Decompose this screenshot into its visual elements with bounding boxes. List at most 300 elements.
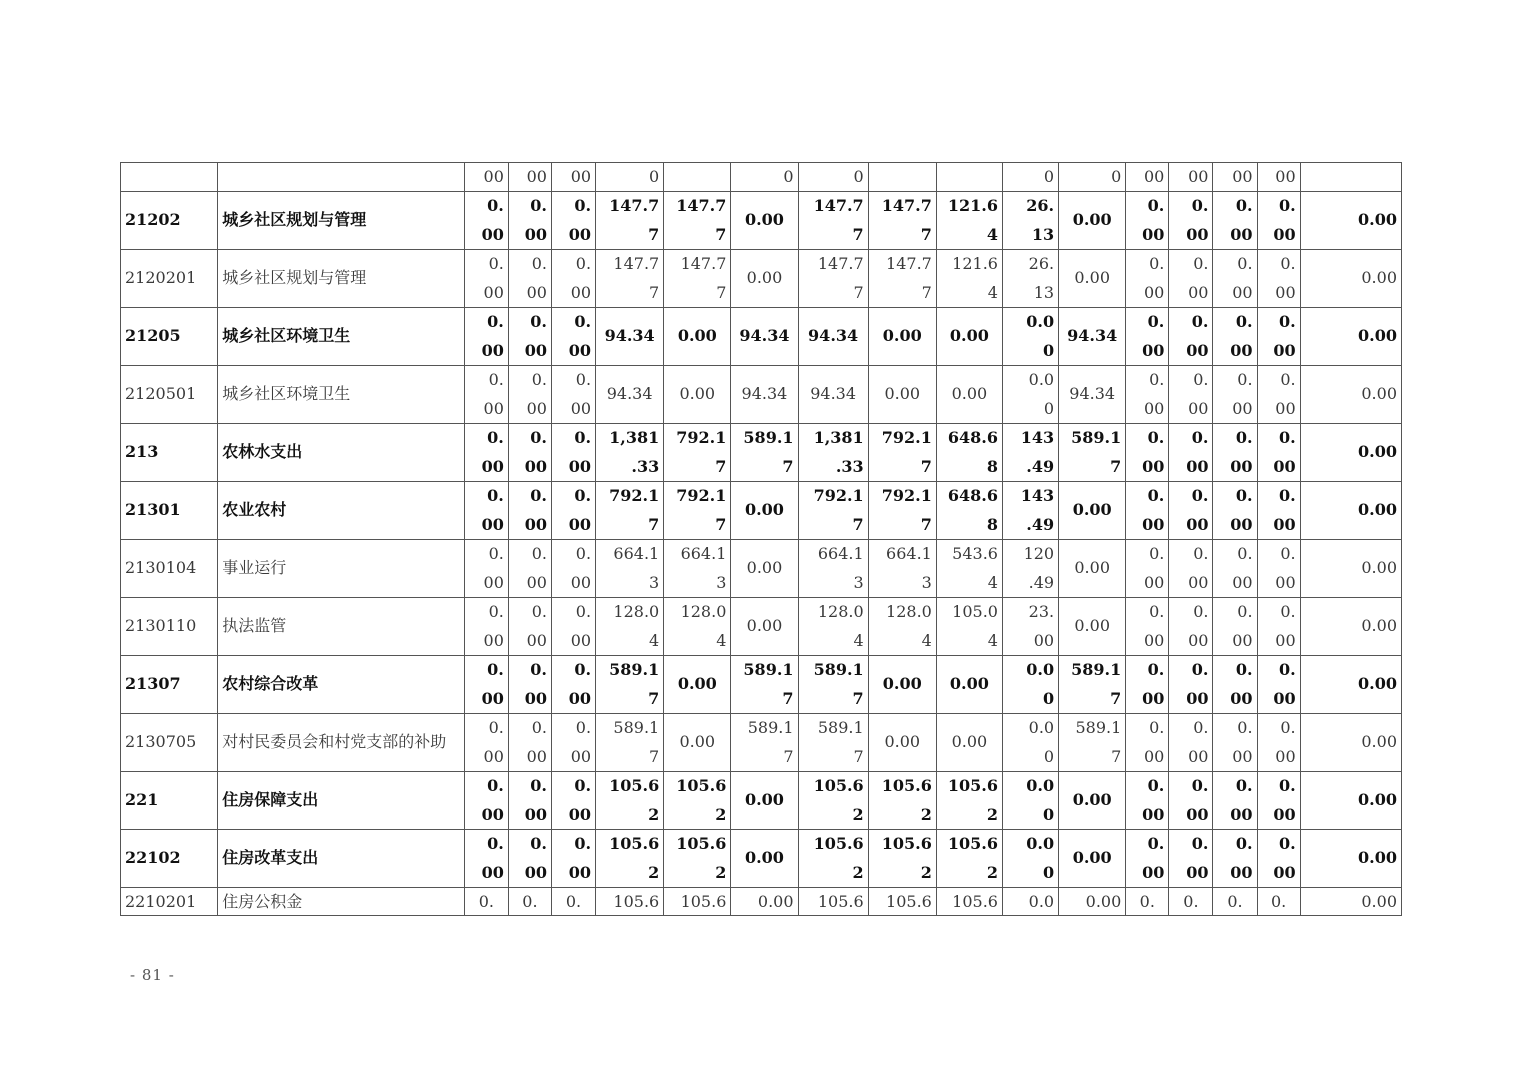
- cell-line: 00: [1186, 862, 1209, 882]
- table-cell: [664, 714, 731, 772]
- table-cell: [1169, 830, 1213, 888]
- table-cell: [1059, 714, 1126, 772]
- cell-line: 00: [481, 340, 504, 360]
- cell-line: 00: [481, 804, 504, 824]
- cell-line: 0.: [1237, 544, 1253, 563]
- cell-line: 0.: [574, 312, 592, 331]
- cell-line: 7: [648, 688, 660, 708]
- cell-line: 00: [568, 456, 592, 476]
- cell-line: 00: [526, 630, 547, 650]
- cell-line: 664.1: [817, 544, 864, 563]
- row-code: 2130110: [121, 598, 218, 656]
- cell-line: .49: [1028, 572, 1055, 592]
- table-cell: [1213, 540, 1257, 598]
- table-cell: [798, 308, 868, 366]
- cell-line: 143: [1020, 486, 1055, 505]
- table-cell: [508, 424, 551, 482]
- cell-line: 7: [648, 514, 660, 534]
- table-cell: [1002, 656, 1058, 714]
- cell-line: 00: [481, 862, 504, 882]
- table-cell: 2210201: [121, 888, 218, 916]
- table-cell: 0: [1002, 163, 1058, 192]
- cell-line: 0.: [575, 370, 592, 389]
- cell-line: 0.: [574, 486, 592, 505]
- table-cell: [464, 598, 508, 656]
- row-code: 2130104: [121, 540, 218, 598]
- table-cell: [798, 424, 868, 482]
- cell-line: 7: [852, 688, 864, 708]
- table-cell: [1169, 482, 1213, 540]
- cell-line: 00: [481, 514, 504, 534]
- cell-line: 0.00: [677, 326, 717, 346]
- table-cell: 0.: [1213, 888, 1257, 916]
- cell-line: 00: [1186, 804, 1209, 824]
- cell-line: 589.1: [609, 660, 660, 679]
- table-cell: [936, 250, 1002, 308]
- row-name: 住房保障支出: [218, 772, 465, 830]
- cell-line: 00: [483, 398, 504, 418]
- table-cell: [551, 308, 595, 366]
- table-cell: [1002, 598, 1058, 656]
- table-cell: [1257, 366, 1300, 424]
- cell-line: 00: [1273, 862, 1296, 882]
- cell-line: 0.0: [1028, 370, 1055, 389]
- cell-line: 0.: [1235, 312, 1253, 331]
- cell-line: 105.6: [813, 776, 864, 795]
- cell-line: 1,381: [609, 428, 660, 447]
- cell-line: 2: [852, 862, 864, 882]
- table-cell: [1126, 540, 1169, 598]
- cell-line: 0.00: [1072, 790, 1112, 810]
- cell-line: 0.00: [949, 326, 989, 346]
- cell-line: 0.: [1147, 660, 1165, 679]
- cell-line: 0.00: [1072, 848, 1112, 868]
- cell-line: 2: [986, 804, 998, 824]
- table-cell: 00: [464, 163, 508, 192]
- table-cell: 0: [731, 163, 798, 192]
- cell-line: 94.34: [1069, 384, 1116, 404]
- row-name: 对村民委员会和村党支部的补助: [218, 714, 465, 772]
- cell-line: 2: [715, 862, 727, 882]
- table-cell: [1059, 540, 1126, 598]
- cell-line: 105.6: [676, 776, 727, 795]
- table-cell: [1257, 482, 1300, 540]
- table-cell: [664, 656, 731, 714]
- cell-line: 00: [483, 746, 504, 766]
- row-total: 0.00: [1300, 424, 1401, 482]
- cell-line: 00: [481, 456, 504, 476]
- cell-line: 105.6: [813, 834, 864, 853]
- row-name: 城乡社区规划与管理: [218, 192, 465, 250]
- row-name: 住房改革支出: [218, 830, 465, 888]
- table-cell: [798, 830, 868, 888]
- cell-line: 0.0: [1026, 776, 1055, 795]
- cell-line: 4: [987, 282, 998, 302]
- table-cell: [664, 308, 731, 366]
- table-cell: [1257, 598, 1300, 656]
- table-cell: [1126, 830, 1169, 888]
- table-cell: [1059, 830, 1126, 888]
- cell-line: 3: [649, 572, 660, 592]
- table-cell: [121, 163, 218, 192]
- cell-line: 0.: [1191, 196, 1209, 215]
- cell-line: 0.: [1149, 718, 1165, 737]
- table-cell: [218, 163, 465, 192]
- cell-line: 2: [648, 862, 660, 882]
- cell-line: 7: [782, 688, 794, 708]
- cell-line: 0.: [1278, 660, 1296, 679]
- row-code: 213: [121, 424, 218, 482]
- cell-line: 00: [1144, 630, 1165, 650]
- cell-line: 00: [1273, 514, 1296, 534]
- cell-line: 105.6: [676, 834, 727, 853]
- cell-line: 128.0: [613, 602, 660, 621]
- cell-line: 94.34: [604, 326, 655, 346]
- cell-line: 00: [1188, 282, 1209, 302]
- cell-line: 0.00: [744, 848, 784, 868]
- table-cell: [1002, 308, 1058, 366]
- table-cell: 0.0: [1002, 888, 1058, 916]
- table-cell: [936, 598, 1002, 656]
- cell-line: 0.00: [746, 558, 783, 578]
- table-cell: [508, 482, 551, 540]
- table-cell: [1213, 366, 1257, 424]
- cell-line: .49: [1026, 456, 1055, 476]
- table-cell: [1126, 656, 1169, 714]
- table-cell: [1169, 598, 1213, 656]
- table-cell: [508, 714, 551, 772]
- cell-line: 00: [524, 514, 547, 534]
- cell-line: 00: [524, 456, 547, 476]
- table-cell: [868, 656, 936, 714]
- cell-line: 00: [526, 572, 547, 592]
- row-name: 农村综合改革: [218, 656, 465, 714]
- cell-line: 0.: [574, 428, 592, 447]
- row-code: 221: [121, 772, 218, 830]
- cell-line: 120: [1023, 544, 1055, 563]
- table-cell: [1059, 308, 1126, 366]
- cell-line: 2: [920, 862, 932, 882]
- cell-line: 00: [1232, 398, 1253, 418]
- cell-line: 0.: [488, 254, 504, 273]
- table-cell: [1213, 714, 1257, 772]
- table-cell: [464, 424, 508, 482]
- cell-line: 4: [987, 572, 998, 592]
- cell-line: 1,381: [813, 428, 864, 447]
- cell-line: 8: [986, 514, 998, 534]
- table-cell: [731, 598, 798, 656]
- table-cell: [1002, 192, 1058, 250]
- cell-line: 0.00: [679, 732, 716, 752]
- budget-table: [120, 162, 1402, 916]
- cell-line: 00: [1142, 804, 1165, 824]
- cell-line: 00: [1230, 862, 1253, 882]
- table-cell: [1059, 656, 1126, 714]
- cell-line: 00: [1232, 282, 1253, 302]
- table-cell: [1213, 424, 1257, 482]
- cell-line: 7: [920, 514, 932, 534]
- cell-line: 0.00: [1072, 210, 1112, 230]
- cell-line: 2: [715, 804, 727, 824]
- table-cell: [1126, 366, 1169, 424]
- cell-line: 0.: [1278, 834, 1296, 853]
- cell-line: 0.: [488, 718, 504, 737]
- table-cell: [731, 656, 798, 714]
- table-cell: [551, 598, 595, 656]
- cell-line: 00: [1144, 572, 1165, 592]
- cell-line: 00: [568, 514, 592, 534]
- table-cell: [798, 482, 868, 540]
- cell-line: 0.00: [1074, 616, 1110, 636]
- table-cell: [1059, 772, 1126, 830]
- cell-line: .49: [1026, 514, 1055, 534]
- cell-line: 0.0: [1026, 312, 1055, 331]
- cell-line: 121.6: [947, 196, 998, 215]
- cell-line: 0.: [530, 196, 547, 215]
- cell-line: 0.00: [951, 384, 988, 404]
- table-cell: [596, 656, 664, 714]
- table-cell: [1169, 424, 1213, 482]
- cell-line: 7: [715, 514, 727, 534]
- table-cell: [664, 192, 731, 250]
- cell-line: 00: [483, 630, 504, 650]
- cell-line: 0.: [1191, 312, 1209, 331]
- table-cell: [1213, 482, 1257, 540]
- cell-line: 2: [920, 804, 932, 824]
- cell-line: 00: [1142, 456, 1165, 476]
- cell-line: 0.: [575, 718, 592, 737]
- table-cell: 00: [1257, 163, 1300, 192]
- cell-line: 0.: [487, 428, 504, 447]
- table-row: [121, 482, 1402, 540]
- table-cell: [596, 482, 664, 540]
- cell-line: 0.: [1278, 312, 1296, 331]
- table-cell: 00: [1126, 163, 1169, 192]
- cell-line: 0.: [1280, 544, 1296, 563]
- cell-line: 2: [852, 804, 864, 824]
- table-cell: [1257, 540, 1300, 598]
- cell-line: 00: [1273, 340, 1296, 360]
- cell-line: 3: [853, 572, 864, 592]
- cell-line: 7: [649, 282, 660, 302]
- cell-line: 00: [1232, 630, 1253, 650]
- cell-line: 00: [1230, 340, 1253, 360]
- cell-line: 147.7: [813, 196, 864, 215]
- table-cell: [1257, 772, 1300, 830]
- table-cell: [1169, 772, 1213, 830]
- cell-line: 0.: [487, 660, 504, 679]
- table-row: [121, 656, 1402, 714]
- table-cell: [1126, 482, 1169, 540]
- table-cell: [1002, 366, 1058, 424]
- table-cell: 0.: [464, 888, 508, 916]
- cell-line: 00: [524, 224, 547, 244]
- table-cell: [664, 163, 731, 192]
- table-cell: [596, 540, 664, 598]
- cell-line: 543.6: [952, 544, 998, 563]
- cell-line: 94.34: [741, 384, 788, 404]
- cell-line: 8: [986, 456, 998, 476]
- cell-line: 00: [1144, 282, 1165, 302]
- table-cell: [1213, 250, 1257, 308]
- cell-line: 0: [1042, 804, 1055, 824]
- row-name: 农林水支出: [218, 424, 465, 482]
- cell-line: 00: [481, 224, 504, 244]
- cell-line: 0.: [1235, 660, 1253, 679]
- table-cell: [551, 482, 595, 540]
- table-cell: [1002, 540, 1058, 598]
- table-cell: [551, 250, 595, 308]
- cell-line: 143: [1020, 428, 1055, 447]
- table-cell: 0: [1059, 163, 1126, 192]
- table-cell: [1213, 656, 1257, 714]
- cell-line: 0.: [1235, 834, 1253, 853]
- cell-line: 00: [483, 282, 504, 302]
- table-cell: [868, 250, 936, 308]
- table-cell: [464, 540, 508, 598]
- cell-line: 00: [1230, 688, 1253, 708]
- row-total: 0.00: [1300, 598, 1401, 656]
- table-cell: 0.: [1126, 888, 1169, 916]
- cell-line: 7: [853, 746, 864, 766]
- table-cell: [664, 482, 731, 540]
- cell-line: 0.: [1193, 370, 1209, 389]
- table-cell: [731, 482, 798, 540]
- cell-line: .33: [835, 456, 864, 476]
- table-cell: 0.00: [731, 888, 798, 916]
- table-cell: 住房公积金: [218, 888, 465, 916]
- cell-line: 0.00: [677, 674, 717, 694]
- table-cell: [798, 772, 868, 830]
- cell-line: 0.: [574, 834, 592, 853]
- table-cell: [551, 540, 595, 598]
- table-cell: [936, 192, 1002, 250]
- cell-line: 00: [526, 746, 547, 766]
- table-cell: [664, 540, 731, 598]
- table-cell: [1257, 714, 1300, 772]
- cell-line: 0.00: [882, 326, 922, 346]
- table-cell: 0.: [1169, 888, 1213, 916]
- cell-line: 648.6: [947, 486, 998, 505]
- cell-line: 0.: [1191, 428, 1209, 447]
- cell-line: 664.1: [680, 544, 727, 563]
- table-body: [121, 163, 1402, 916]
- table-cell: [464, 250, 508, 308]
- table-cell: [731, 830, 798, 888]
- cell-line: 664.1: [613, 544, 660, 563]
- table-cell: [596, 366, 664, 424]
- cell-line: 2: [648, 804, 660, 824]
- table-cell: [464, 366, 508, 424]
- row-code: 21205: [121, 308, 218, 366]
- cell-line: 94.34: [1067, 326, 1118, 346]
- cell-line: 00: [1144, 398, 1165, 418]
- cell-line: 589.1: [743, 428, 794, 447]
- row-total: 0.00: [1300, 192, 1401, 250]
- row-name: 城乡社区环境卫生: [218, 308, 465, 366]
- cell-line: 94.34: [810, 384, 857, 404]
- row-code: 2130705: [121, 714, 218, 772]
- table-cell: [936, 366, 1002, 424]
- table-row: [121, 830, 1402, 888]
- table-cell: [1002, 482, 1058, 540]
- cell-line: 147.7: [817, 254, 864, 273]
- cell-line: 0.00: [746, 268, 783, 288]
- cell-line: 7: [716, 282, 727, 302]
- table-cell: [1126, 424, 1169, 482]
- cell-line: 0.: [531, 254, 547, 273]
- cell-line: 128.0: [817, 602, 864, 621]
- table-cell: [868, 772, 936, 830]
- cell-line: 0.: [1191, 486, 1209, 505]
- row-total: 0.00: [1300, 714, 1401, 772]
- table-row: [121, 714, 1402, 772]
- cell-line: 792.1: [813, 486, 864, 505]
- table-cell: [596, 424, 664, 482]
- row-total: 0.00: [1300, 656, 1401, 714]
- cell-line: 0.: [1280, 602, 1296, 621]
- cell-line: 0.: [1237, 718, 1253, 737]
- cell-line: 3: [921, 572, 932, 592]
- table-row: [121, 308, 1402, 366]
- table-cell: [868, 424, 936, 482]
- cell-line: 13: [1031, 224, 1055, 244]
- cell-line: 0.: [530, 660, 547, 679]
- cell-line: 147.7: [886, 254, 932, 273]
- table-cell: [664, 598, 731, 656]
- cell-line: 0.: [530, 428, 547, 447]
- cell-line: 94.34: [739, 326, 790, 346]
- cell-line: 0.: [1149, 544, 1165, 563]
- cell-line: 00: [1142, 862, 1165, 882]
- cell-line: 0.: [1147, 312, 1165, 331]
- table-cell: [551, 192, 595, 250]
- cell-line: 0.00: [1074, 558, 1110, 578]
- cell-line: 00: [1230, 456, 1253, 476]
- cell-line: 0.00: [1072, 500, 1112, 520]
- table-cell: [731, 192, 798, 250]
- cell-line: 0.: [1235, 428, 1253, 447]
- cell-line: 0.00: [744, 500, 784, 520]
- table-cell: [1059, 366, 1126, 424]
- row-name: 事业运行: [218, 540, 465, 598]
- table-cell: [1126, 192, 1169, 250]
- table-cell: [508, 540, 551, 598]
- table-row-partial-bottom: [121, 888, 1402, 916]
- table-cell: [551, 656, 595, 714]
- table-cell: [731, 714, 798, 772]
- cell-line: 589.1: [613, 718, 660, 737]
- table-cell: [596, 192, 664, 250]
- cell-line: 00: [1273, 456, 1296, 476]
- cell-line: 0.: [530, 776, 547, 795]
- table-cell: [1059, 482, 1126, 540]
- table-cell: [868, 830, 936, 888]
- cell-line: 0.: [531, 718, 547, 737]
- table-cell: [464, 308, 508, 366]
- table-cell: [508, 598, 551, 656]
- cell-line: 0.0: [1028, 718, 1055, 737]
- cell-line: 0.: [1191, 834, 1209, 853]
- table-cell: [936, 540, 1002, 598]
- table-cell: [596, 830, 664, 888]
- cell-line: 0.: [1147, 196, 1165, 215]
- table-cell: [596, 308, 664, 366]
- cell-line: 648.6: [947, 428, 998, 447]
- cell-line: 00: [1186, 688, 1209, 708]
- cell-line: 00: [1275, 398, 1296, 418]
- cell-line: 0.: [530, 834, 547, 853]
